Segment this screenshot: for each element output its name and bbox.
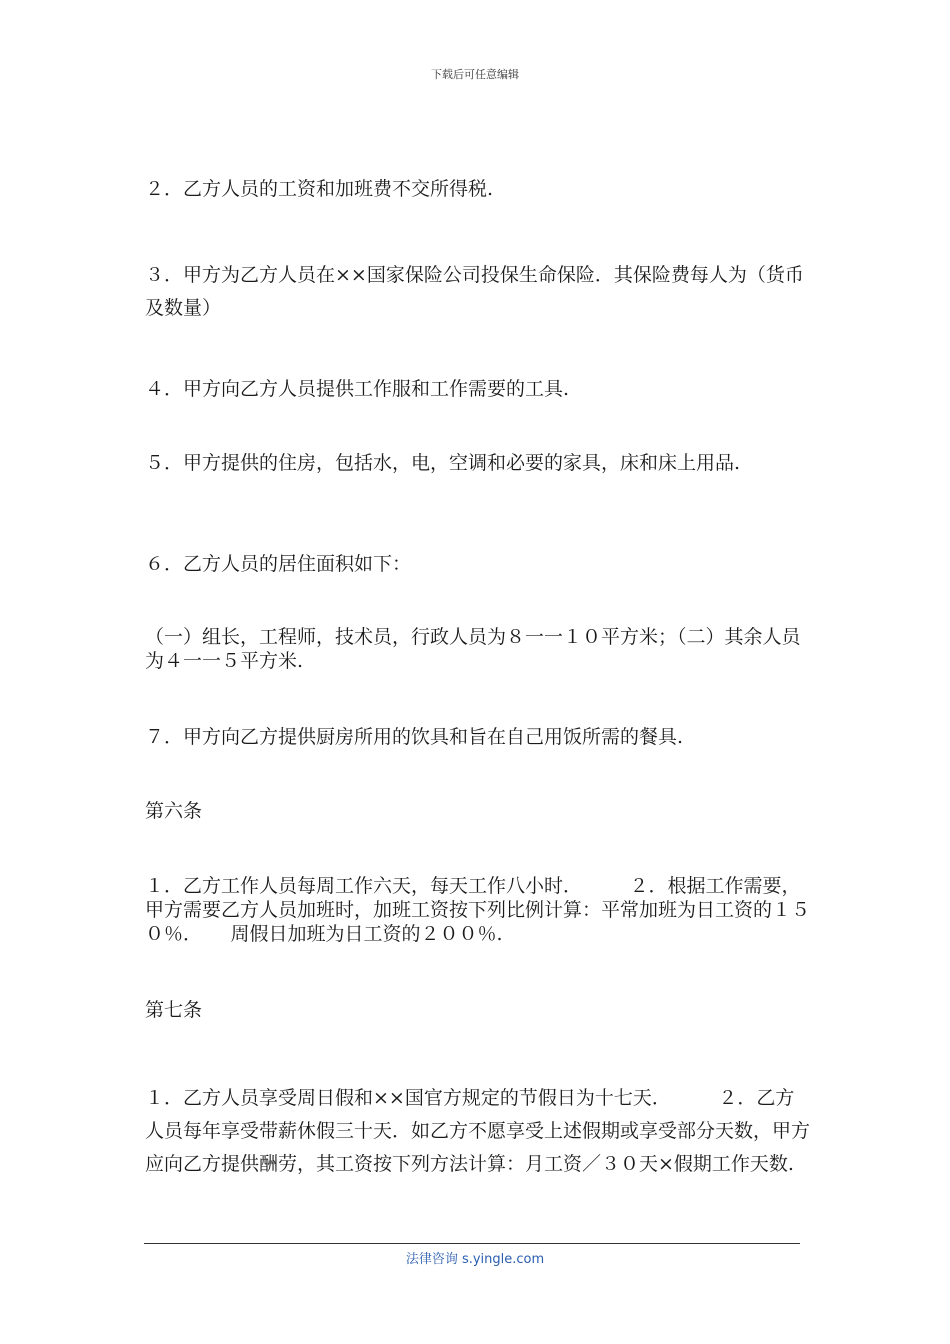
clause-5: ５．甲方提供的住房，包括水，电，空调和必要的家具，床和床上用品. [145,452,741,474]
footer-link[interactable]: 法律咨询 s.yingle.com [405,1252,545,1267]
article-7-heading: 第七条 [145,999,203,1021]
clause-6: ６．乙方人员的居住面积如下： [145,553,412,575]
page-header: 下载后可任意编辑 [431,68,519,81]
clause-2: ２．乙方人员的工资和加班费不交所得税. [145,178,494,200]
clause-3: ３．甲方为乙方人员在××国家保险公司投保生命保险．其保险费每人为（货币及数量） [145,264,804,319]
article-7-body: １．乙方人员享受周日假和××国官方规定的节假日为十七天． ２．乙方人员每年享受带薪休假三十天．如乙方不愿享受上述假期或享受部分天数，甲方应向乙方提供酬劳，其工资按下列方法计算：月工资／３０天×假期工作天数. [145,1087,811,1175]
clause-4: ４．甲方向乙方人员提供工作服和工作需要的工具. [145,378,570,400]
clause-6-areas: （一）组长，工程师，技术员，行政人员为８一一１０平方米；（二）其余人员为４一一５平方米. [145,626,801,672]
article-6-body: １．乙方工作人员每周工作六天，每天工作八小时． ２．根据工作需要，甲方需要乙方人员加班时，加班工资按下列比例计算：平常加班为日工资的１５０％． 周假日加班为日工资的２００％. [145,875,811,945]
footer-divider [144,1243,800,1244]
article-6-heading: 第六条 [145,800,203,822]
clause-7: ７．甲方向乙方提供厨房所用的饮具和旨在自己用饭所需的餐具. [145,726,684,748]
